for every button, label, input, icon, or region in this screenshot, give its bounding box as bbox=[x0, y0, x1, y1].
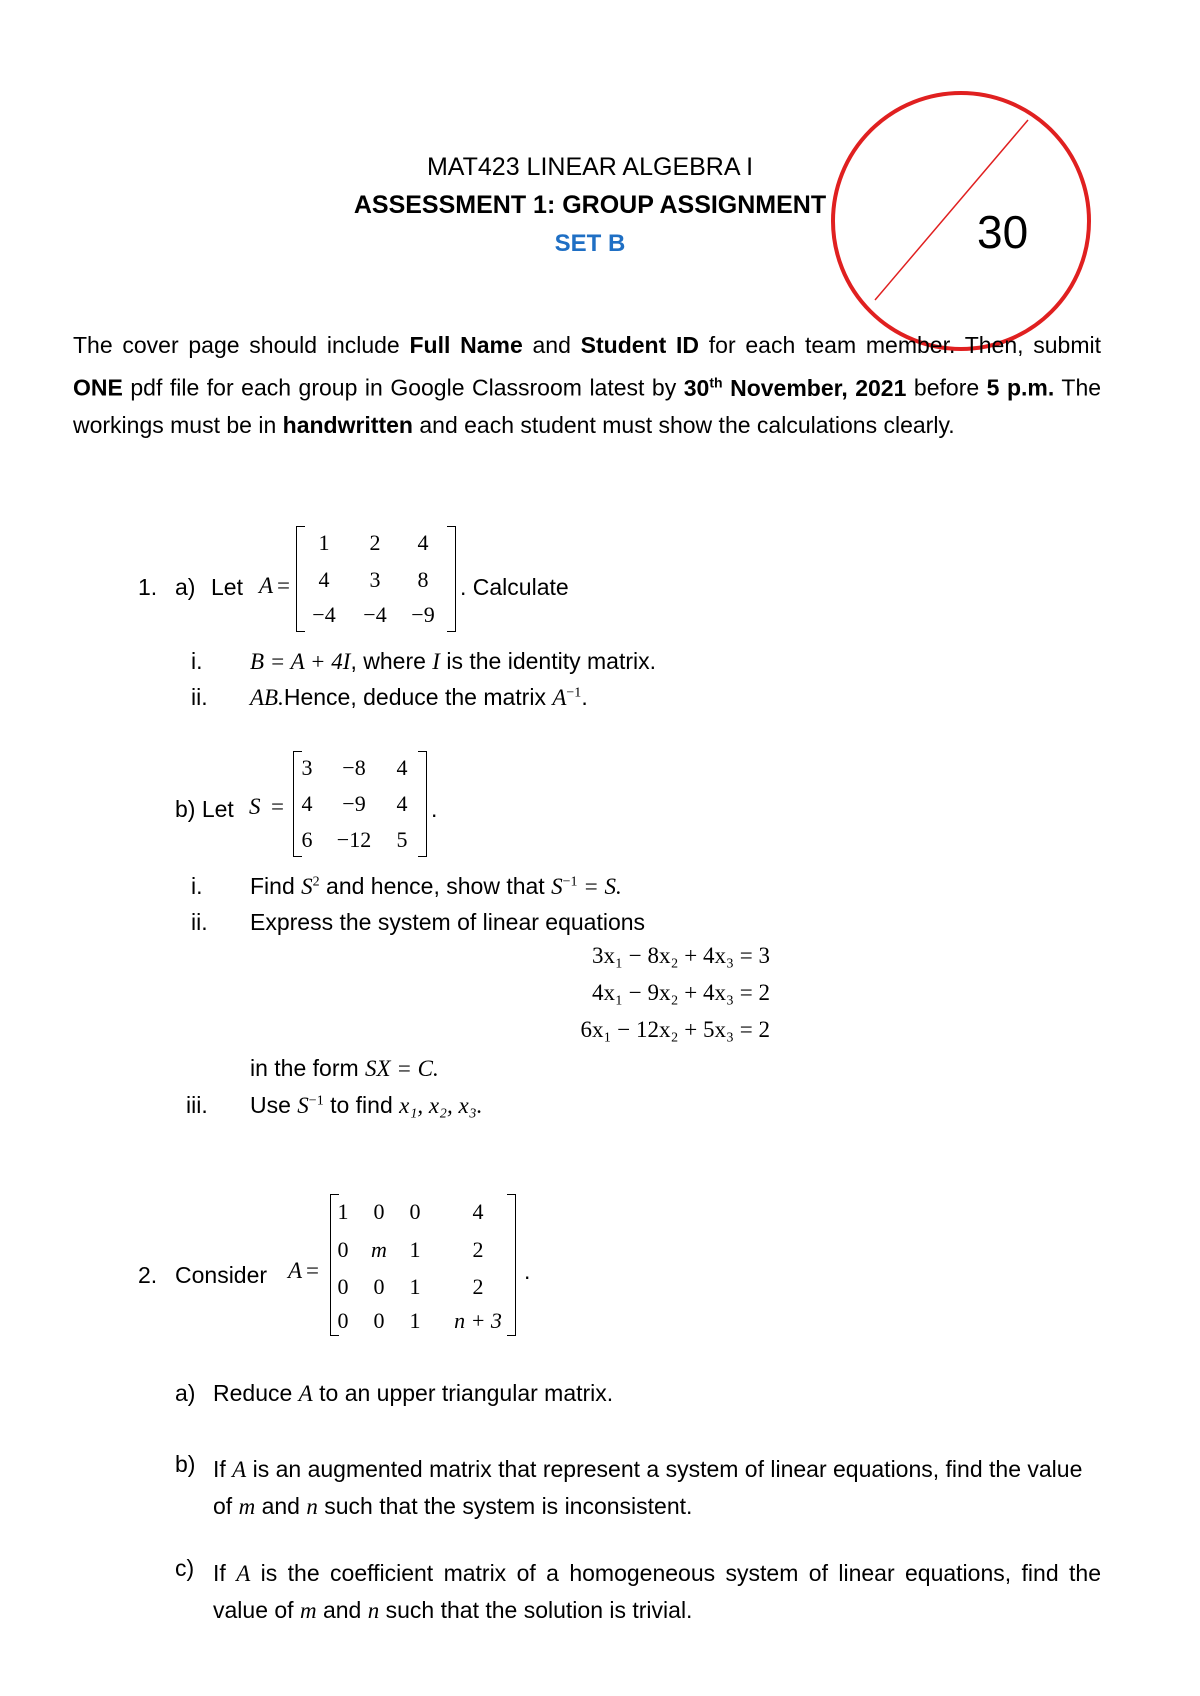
math-var: A bbox=[236, 1561, 251, 1586]
text: Reduce bbox=[213, 1380, 299, 1406]
superscript: −1 bbox=[562, 874, 578, 890]
matrix-cell: 4 bbox=[318, 567, 330, 592]
q1bi-label: i. bbox=[191, 873, 203, 899]
text: to an upper triangular matrix. bbox=[312, 1380, 614, 1406]
matrix-cell: 8 bbox=[417, 567, 429, 592]
matrix-cell: 0 bbox=[337, 1274, 349, 1299]
period: . bbox=[431, 796, 438, 822]
text: and bbox=[255, 1493, 307, 1519]
text: and bbox=[316, 1597, 368, 1623]
instr-bold: handwritten bbox=[282, 411, 413, 438]
matrix-cell: 6 bbox=[301, 827, 313, 852]
score-stamp bbox=[820, 80, 1102, 362]
math-var: S bbox=[297, 1093, 309, 1118]
matrix-cell: 1 bbox=[409, 1237, 421, 1262]
math-expr: = S. bbox=[577, 874, 622, 899]
instr-text: pdf file for each group in Google Classroom latest by bbox=[122, 374, 684, 401]
q1aii-label: ii. bbox=[191, 684, 208, 710]
matrix-cell: 2 bbox=[472, 1237, 484, 1262]
q1ai-label: i. bbox=[191, 648, 203, 674]
instr-bold: Full Name bbox=[409, 332, 523, 358]
superscript: 2 bbox=[312, 874, 320, 890]
matrix-cell: 2 bbox=[369, 530, 381, 555]
q2c-label: c) bbox=[175, 1555, 195, 1581]
matrix-cell: 1 bbox=[409, 1274, 421, 1299]
score-circle-icon bbox=[820, 80, 1102, 362]
matrix-cell: 4 bbox=[417, 530, 429, 555]
equation-1: 3x₁ − 8x₂ + 4x₃ = 3 bbox=[592, 943, 770, 968]
matrix-A-name: A bbox=[288, 1258, 303, 1283]
math-expr: B = A + 4I bbox=[250, 649, 351, 674]
matrix-cell: 4 bbox=[301, 791, 313, 816]
due-month: November, 2021 bbox=[722, 374, 907, 401]
text: such that the solution is trivial. bbox=[379, 1597, 693, 1623]
math-expr: AB. bbox=[250, 685, 284, 710]
q2b-text bbox=[213, 1451, 1101, 1525]
instr-bold: ONE bbox=[73, 374, 123, 401]
set-label: SET B bbox=[554, 230, 626, 257]
instr-text: and each student must show the calculations clearly. bbox=[412, 411, 955, 438]
text: Use bbox=[250, 1092, 298, 1118]
matrix-cell: −4 bbox=[312, 602, 336, 627]
q2b-label: b) bbox=[175, 1451, 196, 1477]
matrix-S bbox=[293, 751, 427, 859]
matrix-cell: −12 bbox=[336, 827, 372, 852]
matrix-cell: 0 bbox=[373, 1274, 385, 1299]
math-var: S bbox=[551, 874, 563, 899]
text: is the identity matrix. bbox=[439, 648, 656, 674]
q1aii-text bbox=[250, 684, 588, 711]
matrix-cell: 0 bbox=[373, 1199, 385, 1224]
q2a-label: a) bbox=[175, 1380, 196, 1406]
text: in the form bbox=[250, 1055, 366, 1081]
math-expr: SX = C. bbox=[365, 1056, 439, 1081]
instructions bbox=[73, 327, 1101, 444]
superscript: −1 bbox=[308, 1093, 324, 1109]
matrix-cell: −8 bbox=[342, 755, 366, 780]
matrix-A-name: A bbox=[259, 573, 274, 598]
q1bi-text bbox=[250, 873, 622, 900]
math-var: m bbox=[238, 1494, 256, 1519]
text: If bbox=[213, 1560, 237, 1586]
matrix-cell: 4 bbox=[396, 755, 408, 780]
text: . bbox=[581, 684, 588, 710]
period: . bbox=[524, 1258, 531, 1284]
equation-2: 4x₁ − 9x₂ + 4x₃ = 2 bbox=[592, 980, 770, 1005]
q1a-label: a) bbox=[175, 574, 196, 600]
matrix-cell: 4 bbox=[396, 791, 408, 816]
matrix-cell: 0 bbox=[409, 1199, 421, 1224]
q1ai-text bbox=[250, 648, 656, 675]
equals-sign: = bbox=[277, 573, 290, 598]
instr-text: The workings must be in bbox=[73, 374, 1102, 438]
math-var: n bbox=[367, 1598, 380, 1623]
text: , where bbox=[350, 648, 433, 674]
math-var: A bbox=[298, 1381, 313, 1406]
due-day: 30 bbox=[683, 374, 710, 401]
text: to find bbox=[323, 1092, 400, 1118]
due-day-suffix: th bbox=[709, 374, 723, 390]
bracket-right bbox=[507, 1194, 516, 1336]
math-expr: x₁, x₂, x₃. bbox=[399, 1093, 483, 1118]
q1b-label: b) Let bbox=[175, 796, 234, 822]
text: Find bbox=[250, 873, 302, 899]
matrix-cell-m: m bbox=[371, 1237, 387, 1262]
q2-number: 2. bbox=[138, 1262, 158, 1288]
math-var: S bbox=[301, 874, 313, 899]
matrix-S-name: S bbox=[249, 794, 261, 819]
text: If bbox=[213, 1456, 233, 1482]
matrix-cell: 5 bbox=[396, 827, 408, 852]
matrix-cell-n: n + 3 bbox=[454, 1308, 502, 1333]
text: Hence, deduce the matrix bbox=[283, 684, 553, 710]
instr-bold: 5 p.m. bbox=[986, 374, 1055, 401]
q2a-text bbox=[213, 1380, 613, 1407]
q1biii-text bbox=[250, 1092, 483, 1119]
math-var: m bbox=[299, 1598, 317, 1623]
equation-3: 6x₁ − 12x₂ + 5x₃ = 2 bbox=[580, 1017, 770, 1042]
matrix-cell: 1 bbox=[337, 1199, 349, 1224]
instr-bold: Student ID bbox=[580, 332, 700, 358]
text: is the coefficient matrix of a homogeneous system of linear equations, find the value of bbox=[213, 1560, 1101, 1623]
matrix-cell: 1 bbox=[318, 530, 330, 555]
text: such that the system is inconsistent. bbox=[317, 1493, 693, 1519]
calculate-text: . Calculate bbox=[460, 574, 569, 600]
assessment-title: ASSESSMENT 1: GROUP ASSIGNMENT bbox=[353, 191, 827, 219]
matrix-A2 bbox=[330, 1194, 516, 1338]
matrix-cell: 3 bbox=[301, 755, 313, 780]
instr-text: for each team member. Then, submit bbox=[699, 332, 1101, 358]
q2c-text bbox=[213, 1555, 1101, 1629]
math-var: A bbox=[552, 685, 567, 710]
q1biii-label: iii. bbox=[186, 1092, 208, 1118]
math-var: n bbox=[306, 1494, 318, 1519]
equals-sign: = bbox=[306, 1258, 319, 1283]
instr-bold bbox=[684, 375, 907, 401]
equals-sign: = bbox=[271, 794, 284, 819]
superscript: −1 bbox=[566, 685, 582, 701]
matrix-cell: 0 bbox=[337, 1237, 349, 1262]
matrix-cell: 0 bbox=[337, 1308, 349, 1333]
matrix-cell: 2 bbox=[472, 1274, 484, 1299]
q1-number: 1. bbox=[138, 574, 158, 600]
q1bii-label: ii. bbox=[191, 909, 208, 935]
q1bii-text: Express the system of linear equations bbox=[250, 909, 646, 935]
math-var: I bbox=[432, 649, 440, 674]
matrix-cell: 1 bbox=[409, 1308, 421, 1333]
math-var: A bbox=[232, 1457, 247, 1482]
matrix-cell: 4 bbox=[472, 1199, 484, 1224]
instr-text: and bbox=[522, 332, 581, 358]
matrix-cell: −9 bbox=[342, 791, 366, 816]
course-title: MAT423 LINEAR ALGEBRA I bbox=[426, 153, 754, 181]
form-text bbox=[250, 1055, 439, 1082]
instr-text: before bbox=[906, 374, 987, 401]
instr-text: The cover page should include bbox=[73, 332, 410, 358]
score-value: 30 bbox=[977, 206, 1029, 258]
matrix-cell: −4 bbox=[363, 602, 387, 627]
text: and hence, show that bbox=[319, 873, 552, 899]
text: is an augmented matrix that represent a system of linear equations, find the value of bbox=[213, 1456, 1083, 1519]
q1a-let: Let bbox=[211, 574, 243, 600]
matrix-cell: 3 bbox=[369, 567, 381, 592]
q2-consider: Consider bbox=[175, 1262, 268, 1288]
matrix-cell: 0 bbox=[373, 1308, 385, 1333]
matrix-A bbox=[296, 526, 456, 634]
matrix-cell: −9 bbox=[411, 602, 435, 627]
